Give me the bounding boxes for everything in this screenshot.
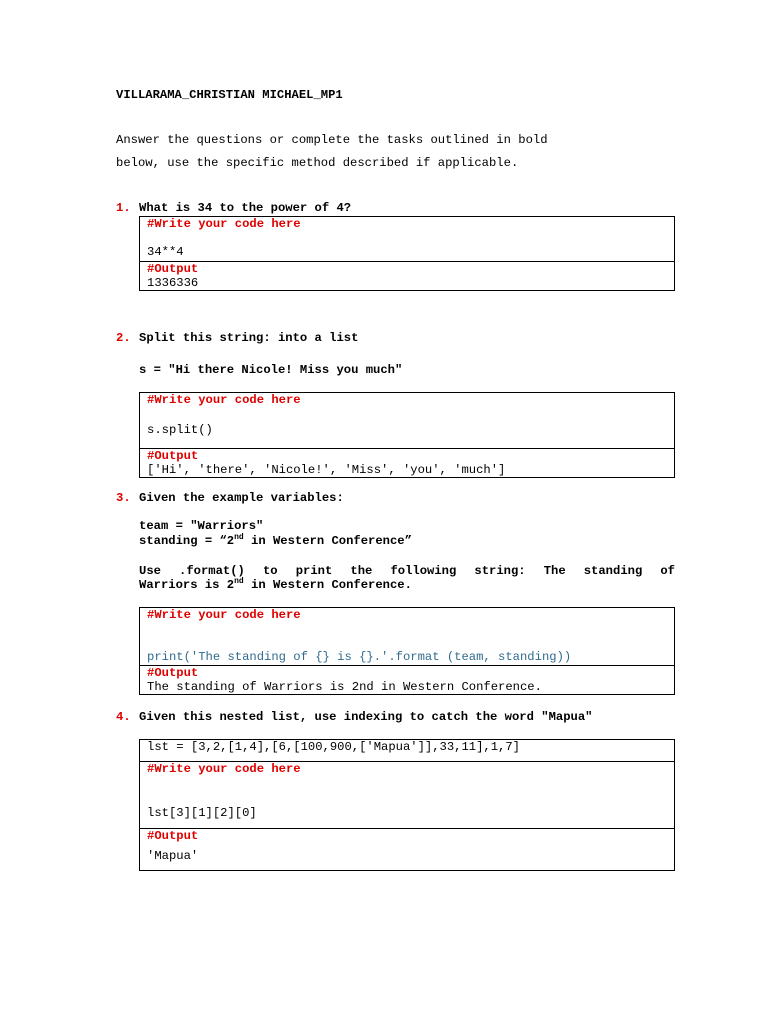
question-3-output: The standing of Warriors is 2nd in Western Conference.	[147, 680, 542, 694]
question-2-code-cell	[140, 393, 674, 448]
output-label: #Output	[147, 829, 199, 843]
question-4-answer-box	[139, 739, 675, 871]
question-1-output: 1336336	[147, 276, 199, 290]
write-code-label: #Write your code here	[147, 393, 301, 407]
question-3-code-cell	[140, 608, 674, 665]
write-code-label: #Write your code here	[147, 608, 301, 622]
question-2-string-definition: s = "Hi there Nicole! Miss you much"	[139, 363, 403, 377]
question-1-prompt: What is 34 to the power of 4?	[139, 201, 352, 215]
question-3-prompt: Given the example variables:	[139, 491, 344, 505]
question-1-output-cell	[140, 261, 674, 291]
question-1-answer-box	[139, 216, 675, 291]
question-3-task-line-1: Use .format() to print the following string: The standing of	[139, 564, 675, 578]
question-4-output-cell	[140, 828, 674, 871]
question-2-code: s.split()	[147, 423, 213, 437]
question-3-output-cell	[140, 665, 674, 695]
question-3-task-line-2: Warriors is 2nd in Western Conference.	[139, 576, 412, 592]
output-label: #Output	[147, 262, 199, 276]
question-1-code: 34**4	[147, 245, 184, 259]
question-3-code: print('The standing of {} is {}.'.format (team, standing))	[147, 650, 572, 664]
write-code-label: #Write your code here	[147, 217, 301, 231]
question-4-code-cell	[140, 761, 674, 828]
output-label: #Output	[147, 666, 199, 680]
question-2-number: 2.	[116, 331, 131, 345]
question-3-answer-box	[139, 607, 675, 695]
question-3-number: 3.	[116, 491, 131, 505]
question-2-answer-box	[139, 392, 675, 478]
write-code-label: #Write your code here	[147, 762, 301, 776]
question-1-code-cell	[140, 217, 674, 261]
question-2-prompt: Split this string: into a list	[139, 331, 359, 345]
question-2-output: ['Hi', 'there', 'Nicole!', 'Miss', 'you', 'much']	[147, 463, 506, 477]
intro-line-2: below, use the specific method described if applicable.	[116, 156, 519, 170]
question-4-output: 'Mapua'	[147, 849, 199, 863]
question-3-team-variable: team = "Warriors"	[139, 519, 264, 533]
output-label: #Output	[147, 449, 199, 463]
question-4-given-cell	[140, 740, 674, 761]
question-1-number: 1.	[116, 201, 131, 215]
question-4-prompt: Given this nested list, use indexing to catch the word "Mapua"	[139, 710, 593, 724]
question-4-number: 4.	[116, 710, 131, 724]
intro-line-1: Answer the questions or complete the tasks outlined in bold	[116, 133, 548, 147]
question-3-standing-variable: standing = “2nd in Western Conference”	[139, 532, 412, 548]
question-4-code: lst[3][1][2][0]	[147, 806, 257, 820]
question-2-output-cell	[140, 448, 674, 478]
question-4-nested-list: lst = [3,2,[1,4],[6,[100,900,['Mapua']],33,11],1,7]	[147, 740, 520, 754]
document-title: VILLARAMA_CHRISTIAN MICHAEL_MP1	[116, 88, 343, 102]
